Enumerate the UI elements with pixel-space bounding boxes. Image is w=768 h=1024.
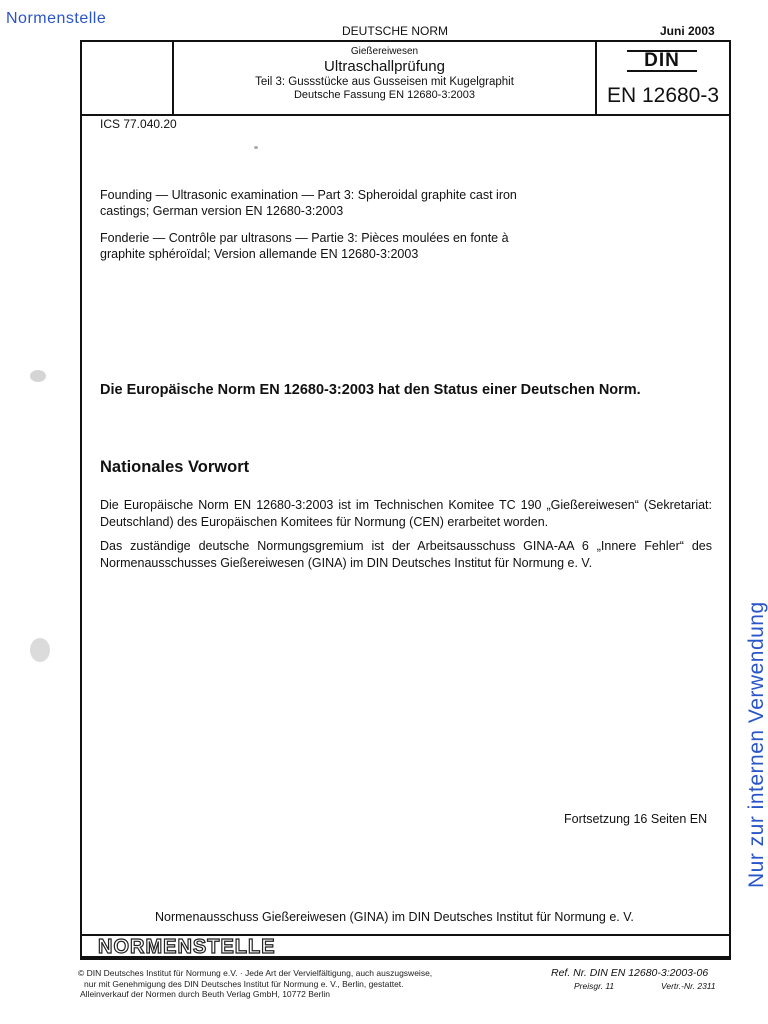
din-number: EN 12680-3 [606,84,720,107]
title-block-left-cell [82,42,174,114]
continuation-note: Fortsetzung 16 Seiten EN [564,812,708,826]
scan-speck [30,638,50,662]
copyright-line: Alleinverkauf der Normen durch Beuth Verlag GmbH, 10772 Berlin [80,989,330,999]
category-label: Gießereiwesen [350,46,419,57]
internal-use-stamp: Nur zur internen Verwendung [745,601,768,888]
french-title: Fonderie — Contrôle par ultrasons — Partie 3: Pièces moulées en fonte à graphite sphéroïdal; Version allemande EN 12680-3:2003 [100,231,509,261]
normenstelle-text: NORMENSTELLE [98,936,276,958]
normenstelle-stamp: Normenstelle [6,10,107,27]
reference-number: Ref. Nr. DIN EN 12680-3:2003-06 [551,967,709,979]
vorwort-heading: Nationales Vorwort [100,458,250,476]
title-block-center [174,42,595,114]
title-block [82,42,729,116]
copyright-line: nur mit Genehmigung des DIN Deutsches Institut für Normung e. V., Berlin, gestattet. [84,978,404,989]
vorwort-paragraph: Das zuständige deutsche Normungsgremium ist der Arbeitsausschuss GINA-AA 6 „Innere Fehler“ des Normenausschusses Gießereiwesen (GINA) im DIN Deutsches Institut für Normung e. V. [100,539,712,570]
norm-label: DEUTSCHE NORM [342,24,449,38]
normenstelle-bar [80,934,731,960]
vorwort-paragraph: Die Europäische Norm EN 12680-3:2003 ist im Technischen Komitee TC 190 „Gießereiwesen“ (Sekretariat: Deutschland) des Europäischen Komitees für Normung (CEN) erarbeitet worden. [100,498,712,529]
footer-organization: Normenausschuss Gießereiwesen (GINA) im DIN Deutsches Institut für Normung e. V. [155,910,634,924]
document-title: Ultraschallprüfung [324,58,445,75]
din-block [595,42,729,114]
publication-date: Juni 2003 [660,24,715,38]
document-version: Deutsche Fassung EN 12680-3:2003 [293,89,475,101]
price-group: Preisgr. 11 [574,981,615,991]
english-title: Founding — Ultrasonic examination — Part 3: Spheroidal graphite cast iron castings; German version EN 12680-3:2003 [100,188,517,218]
copyright-notice [78,968,432,1000]
din-logo: DIN [627,50,697,72]
scan-speck [254,146,258,149]
scan-speck [30,370,46,382]
status-statement: Die Europäische Norm EN 12680-3:2003 hat den Status einer Deutschen Norm. [100,382,641,398]
ics-code: ICS 77.040.20 [100,117,177,131]
document-subtitle: Teil 3: Gussstücke aus Gusseisen mit Kugelgraphit [255,76,514,88]
copyright-line: © DIN Deutsches Institut für Normung e.V. · Jede Art der Vervielfältigung, auch auszugsweise, [78,968,433,978]
distribution-number: Vertr.-Nr. 2311 [661,981,716,991]
